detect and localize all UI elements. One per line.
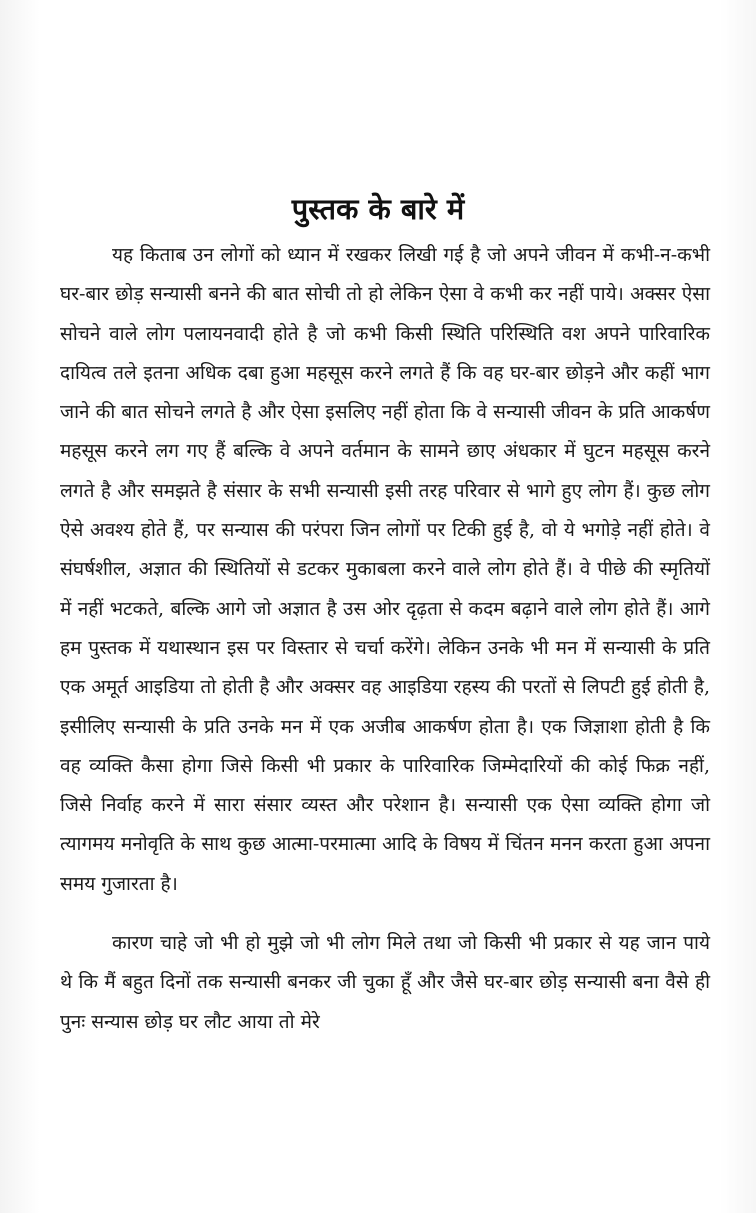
paragraph-2: कारण चाहे जो भी हो मुझे जो भी लोग मिले तथा जो किसी भी प्रकार से यह जान पाये थे कि मैं बहुत दिनों तक सन्यासी बनकर जी चुका हूँ और जैसे घर-बार छोड़ सन्यासी बना वैसे ही पुनः सन्यास छोड़ घर लौट आया तो मेरे	[60, 932, 710, 1033]
page-title: पुस्तक के बारे में	[291, 192, 465, 227]
body-text	[60, 236, 710, 1042]
paragraph-1: यह किताब उन लोगों को ध्यान में रखकर लिखी गई है जो अपने जीवन में कभी-न-कभी घर-बार छोड़ सन्यासी बनने की बात सोची तो हो लेकिन ऐसा वे कभी कर नहीं पाये। अक्सर ऐसा सोचने वाले लोग पलायनवादी होते है जो कभी किसी स्थिति परिस्थिति वश अपने पारिवारिक दायित्व तले इतना अधिक दबा हुआ महसूस करने लगते हैं कि वह घर-बार छोड़ने और कहीं भाग जाने की बात सोचने लगते है और ऐसा इसलिए नहीं होता कि वे सन्यासी जीवन के प्रति आकर्षण महसूस करने लग गए हैं बल्कि वे अपने वर्तमान के सामने छाए अंधकार में घुटन महसूस करने लगते है और समझते है संसार के सभी सन्यासी इसी तरह परिवार से भागे हुए लोग हैं। कुछ लोग ऐसे अवश्य होते हैं, पर सन्यास की परंपरा जिन लोगों पर टिकी हुई है, वो ये भगोड़े नहीं होते। वे संघर्षशील, अज्ञात की स्थितियों से डटकर मुकाबला करने वाले लोग होते हैं। वे पीछे की स्मृतियों में नहीं भटकते, बल्कि आगे जो अज्ञात है उस ओर दृढ़ता से कदम बढ़ाने वाले लोग होते हैं। आगे हम पुस्तक में यथास्थान इस पर विस्तार से चर्चा करेंगे। लेकिन उनके भी मन में सन्यासी के प्रति एक अमूर्त आइडिया तो होती है और अक्सर वह आइडिया रहस्य की परतों से लिपटी हुई होती है, इसीलिए सन्यासी के प्रति उनके मन में एक अजीब आकर्षण होता है। एक जिज्ञाशा होती है कि वह व्यक्ति कैसा होगा जिसे किसी भी प्रकार के पारिवारिक जिम्मेदारियों की कोई फिक्र नहीं, जिसे निर्वाह करने में सारा संसार व्यस्त और परेशान है। सन्यासी एक ऐसा व्यक्ति होगा जो त्यागमय मनोवृति के साथ कुछ आत्मा-परमात्मा आदि के विषय में चिंतन मनन करता हुआ अपना समय गुजारता है।	[60, 244, 710, 895]
